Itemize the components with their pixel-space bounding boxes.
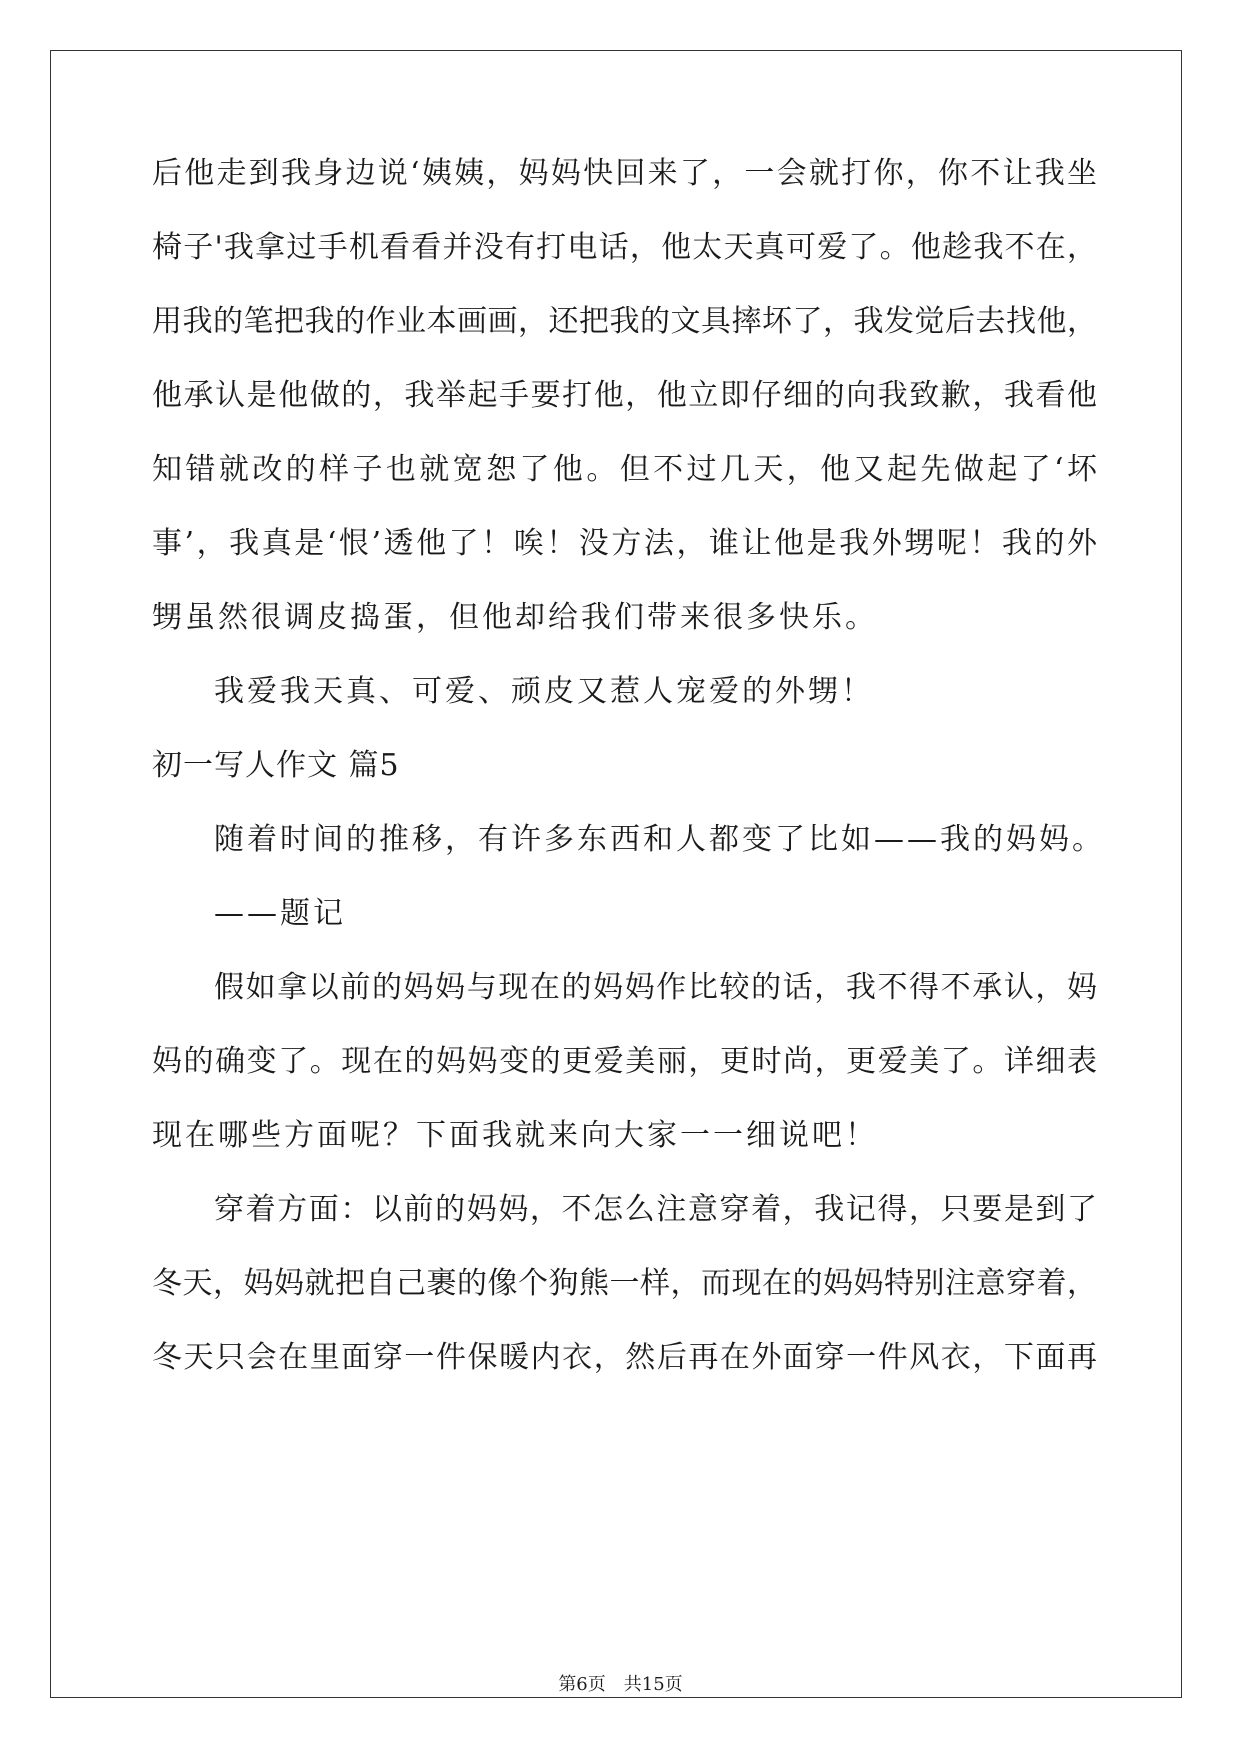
text-line-3: 用我的笔把我的作业本画画，还把我的文具摔坏了，我发觉后去找他， [152, 304, 1097, 339]
text-line-12: 假如拿以前的妈妈与现在的妈妈作比较的话，我不得不承认，妈 [214, 970, 1097, 1005]
text-line-13: 妈的确变了。现在的妈妈变的更爱美丽，更时尚，更爱美了。详细表 [152, 1044, 1097, 1079]
text-line-15: 穿着方面：以前的妈妈，不怎么注意穿着，我记得，只要是到了 [214, 1192, 1097, 1227]
epigraph-signature: ——题记 [214, 896, 346, 931]
text-line-10: 随着时间的推移，有许多东西和人都变了比如——我的妈妈。 [214, 822, 1105, 857]
text-line-1: 后他走到我身边说‘姨姨，妈妈快回来了，一会就打你，你不让我坐 [152, 156, 1097, 191]
text-line-8: 我爱我天真、可爱、顽皮又惹人宠爱的外甥！ [214, 674, 874, 709]
section-heading: 初一写人作文 篇5 [152, 748, 400, 783]
text-line-6: 事’，我真是‘恨’透他了！唉！没方法，谁让他是我外甥呢！我的外 [152, 526, 1097, 561]
text-line-16: 冬天，妈妈就把自己裹的像个狗熊一样，而现在的妈妈特别注意穿着， [152, 1266, 1097, 1301]
text-line-4: 他承认是他做的，我举起手要打他，他立即仔细的向我致歉，我看他 [152, 378, 1097, 413]
text-line-2: 椅子'我拿过手机看看并没有打电话，他太天真可爱了。他趁我不在， [152, 230, 1097, 265]
text-line-14: 现在哪些方面呢？下面我就来向大家一一细说吧！ [152, 1118, 878, 1153]
page-border [50, 50, 1182, 1698]
text-line-5: 知错就改的样子也就宽恕了他。但不过几天，他又起先做起了‘坏 [152, 452, 1097, 487]
text-line-7: 甥虽然很调皮捣蛋，但他却给我们带来很多快乐。 [152, 600, 878, 635]
page-footer: 第6页 共15页 [558, 1674, 683, 1695]
text-line-17: 冬天只会在里面穿一件保暖内衣，然后再在外面穿一件风衣，下面再 [152, 1340, 1097, 1375]
